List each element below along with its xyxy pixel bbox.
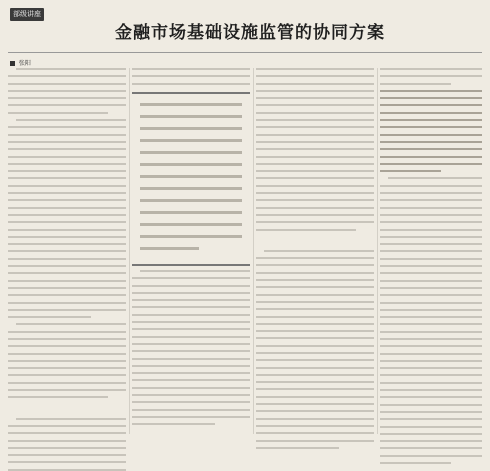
newspaper-page xyxy=(4,4,486,443)
article-headline: 金融市场基础设施监管的协同方案 xyxy=(115,23,385,43)
section-tag: 部级讲座 xyxy=(10,8,44,21)
author-line xyxy=(10,58,31,67)
pull-quote xyxy=(132,92,250,266)
article-column-2-lower xyxy=(132,270,250,434)
column-divider xyxy=(377,68,378,434)
author-marker-icon xyxy=(10,61,15,66)
section-subhead-1 xyxy=(8,404,126,412)
section-subhead-2 xyxy=(256,236,374,244)
author-name: 张阳 xyxy=(18,60,31,67)
headline-rule xyxy=(8,52,482,53)
column-divider xyxy=(129,68,130,434)
article-column-1 xyxy=(8,68,126,434)
column-divider xyxy=(253,68,254,434)
article-column-4 xyxy=(380,68,482,434)
article-column-3 xyxy=(256,68,374,434)
